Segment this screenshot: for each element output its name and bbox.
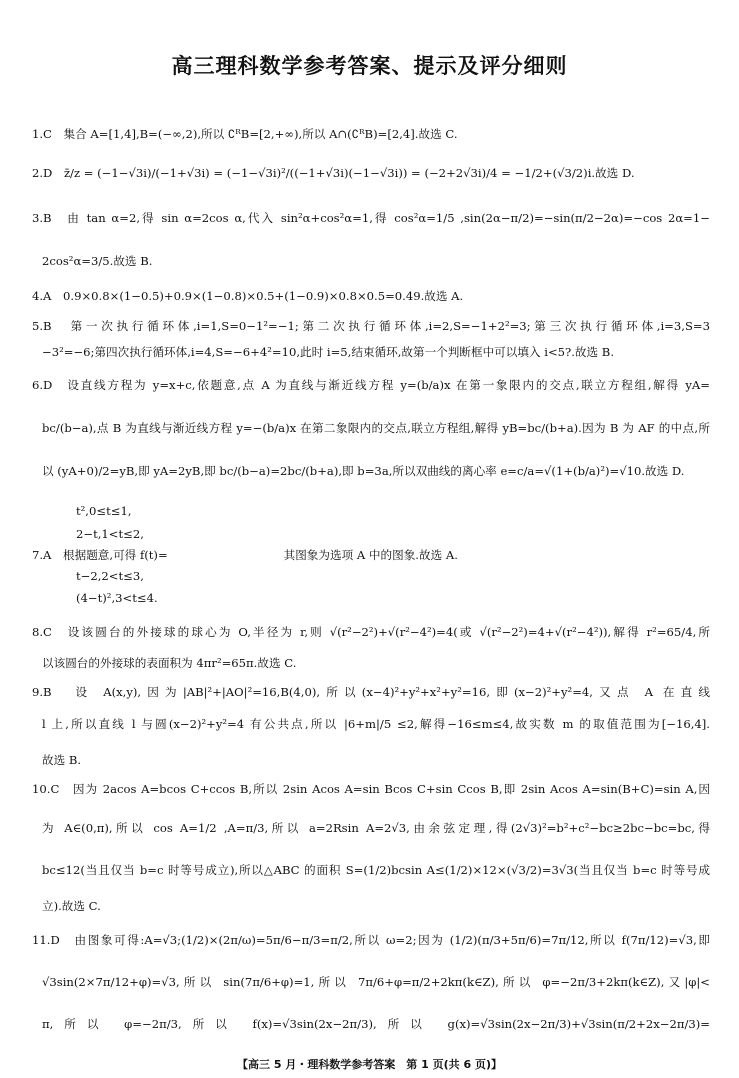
- answer-line: 11.D 由图象可得:A=√3;(1/2)×(2π/ω)=5π/6−π/3=π/2,所以 ω=2;因为 (1/2)(π/3+5π/6)=7π/12,所以 f(7π/12)=√3,即: [32, 933, 710, 947]
- answer-line: 6.D 设直线方程为 y=x+c,依题意,点 A 为直线与渐近线方程 y=(b/a)x 在第一象限内的交点,联立方程组,解得 yA=: [32, 378, 710, 392]
- answer-line: π,所以 φ=−2π/3,所以 f(x)=√3sin(2x−2π/3),所以 g(x)=√3sin(2x−2π/3)+√3sin(π/2+2x−2π/3)=: [42, 1017, 710, 1031]
- answer-line: 1.C 集合 A=[1,4],B=(−∞,2),所以 ∁ᴿB=[2,+∞),所以 A∩(∁ᴿB)=[2,4].故选 C.: [32, 127, 458, 141]
- answer-line: 9.B 设 A(x,y),因为|AB|²+|AO|²=16,B(4,0),所以(x−4)²+y²+x²+y²=16,即(x−2)²+y²=4,又点 A 在直线: [32, 685, 710, 699]
- answer-line: 4.A 0.9×0.8×(1−0.5)+0.9×(1−0.8)×0.5+(1−0.9)×0.8×0.5=0.49.故选 A.: [32, 289, 464, 303]
- answer-line: bc/(b−a),点 B 为直线与渐近线方程 y=−(b/a)x 在第二象限内的交点,联立方程组,解得 yB=bc/(b+a).因为 B 为 AF 的中点,所: [42, 421, 710, 435]
- answer-line: 2.D z̄/z = (−1−√3i)/(−1+√3i) = (−1−√3i)²/((−1+√3i)(−1−√3i)) = (−2+2√3i)/4 = −1/2+(√3/2)i.故选 D.: [32, 166, 635, 180]
- answer-line: 3.B 由 tan α=2,得 sin α=2cos α,代入 sin²α+cos²α=1,得 cos²α=1/5 ,sin(2α−π/2)=−sin(π/2−2α)=−cos 2α=1−: [32, 211, 710, 225]
- answer-line: −3²=−6;第四次执行循环体,i=4,S=−6+4²=10,此时 i=5,结束循环,故第一个判断框中可以填入 i<5?.故选 B.: [42, 345, 615, 359]
- answer-line: 以 (yA+0)/2=yB,即 yA=2yB,即 bc/(b−a)=2bc/(b+a),即 b=3a,所以双曲线的离心率 e=c/a=√(1+(b/a)²)=√10.故选 D.: [42, 464, 685, 478]
- answer-line: 7.A 根据题意,可得 f(t)= 其图象为选项 A 中的图象.故选 A.: [32, 548, 458, 562]
- page-title: 高三理科数学参考答案、提示及评分细则: [171, 54, 568, 78]
- answer-line: t²,0≤t≤1,: [76, 504, 132, 518]
- answer-line: 立).故选 C.: [42, 899, 101, 913]
- answer-line: 10.C 因为 2acos A=bcos C+ccos B,所以 2sin Acos A=sin Bcos C+sin Ccos B,即 2sin Acos A=sin(B+C)=sin A,因: [32, 782, 710, 796]
- answer-line: t−2,2<t≤3,: [76, 569, 144, 583]
- answer-line: (4−t)²,3<t≤4.: [76, 591, 158, 605]
- answer-line: bc≤12(当且仅当 b=c 时等号成立),所以△ABC 的面积 S=(1/2)bcsin A≤(1/2)×12×(√3/2)=3√3(当且仅当 b=c 时等号成: [42, 863, 710, 877]
- answer-line: l 上,所以直线 l 与圆(x−2)²+y²=4 有公共点,所以 |6+m|/5 ≤2,解得−16≤m≤4,故实数 m 的取值范围为[−16,4].: [42, 717, 710, 731]
- answer-line: 2cos²α=3/5.故选 B.: [42, 254, 153, 268]
- answer-line: 为 A∈(0,π),所以 cos A=1/2 ,A=π/3,所以 a=2Rsin A=2√3,由余弦定理,得(2√3)²=b²+c²−bc≥2bc−bc=bc,得: [42, 821, 710, 835]
- page-footer: 【高三 5 月・理科数学参考答案 第 1 页(共 6 页)】: [237, 1058, 502, 1071]
- answer-line: 5.B 第一次执行循环体,i=1,S=0−1²=−1;第二次执行循环体,i=2,S=−1+2²=3;第三次执行循环体,i=3,S=3: [32, 319, 710, 333]
- answer-line: 2−t,1<t≤2,: [76, 527, 144, 541]
- answer-line: 故选 B.: [42, 753, 82, 767]
- answer-line: √3sin(2×7π/12+φ)=√3,所以 sin(7π/6+φ)=1,所以 7π/6+φ=π/2+2kπ(k∈Z),所以 φ=−2π/3+2kπ(k∈Z),又|φ|<: [42, 975, 710, 989]
- answer-line: 以该圆台的外接球的表面积为 4πr²=65π.故选 C.: [42, 656, 297, 670]
- answer-line: 8.C 设该圆台的外接球的球心为 O,半径为 r,则 √(r²−2²)+√(r²−4²)=4(或 √(r²−2²)=4+√(r²−4²)),解得 r²=65/4,所: [32, 625, 710, 639]
